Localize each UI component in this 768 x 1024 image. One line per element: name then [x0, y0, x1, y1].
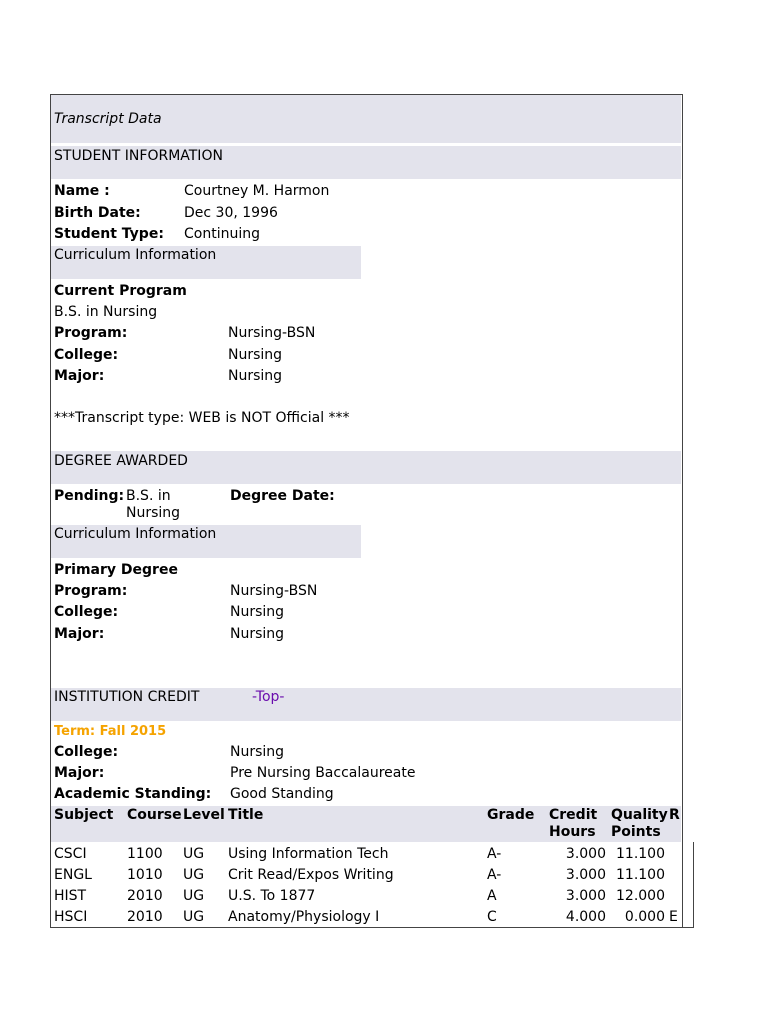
row-level: UG [183, 909, 205, 925]
col-quality-line1: Quality [611, 807, 668, 823]
col-level: Level [183, 807, 225, 823]
row-points: 0.000 [624, 909, 665, 925]
pending-label: Pending: [54, 488, 125, 504]
row-title: Anatomy/Physiology I [228, 909, 380, 925]
row-course: 1010 [127, 867, 163, 883]
table-bottom-border-ext [683, 927, 694, 928]
row-subject: HSCI [54, 909, 88, 925]
program-value: Nursing-BSN [228, 325, 316, 341]
page-title: Transcript Data [54, 111, 162, 127]
institution-credit-heading: INSTITUTION CREDIT [54, 689, 200, 705]
academic-standing-label: Academic Standing: [54, 786, 212, 802]
row-points: 11.100 [616, 846, 665, 862]
col-subject: Subject [54, 807, 114, 823]
program-label: Program: [54, 325, 128, 341]
term-college-label: College: [54, 744, 119, 760]
row-title: Using Information Tech [228, 846, 389, 862]
row-course: 2010 [127, 909, 163, 925]
col-credit-line2: Hours [549, 824, 596, 840]
row-hours: 3.000 [565, 888, 606, 904]
row-hours: 4.000 [565, 909, 606, 925]
row-level: UG [183, 867, 205, 883]
row-hours: 3.000 [565, 867, 606, 883]
row-title: U.S. To 1877 [228, 888, 316, 904]
col-credit-line1: Credit [549, 807, 598, 823]
col-title: Title [228, 807, 264, 823]
row-level: UG [183, 888, 205, 904]
degree-date-label: Degree Date: [230, 488, 335, 504]
transcript-type-notice: ***Transcript type: WEB is NOT Official *** [54, 410, 350, 426]
term-major-value: Pre Nursing Baccalaureate [230, 765, 416, 781]
top-link[interactable]: -Top- [252, 689, 285, 705]
degree-college-value: Nursing [230, 604, 285, 620]
row-subject: CSCI [54, 846, 87, 862]
student-type-value: Continuing [184, 226, 260, 242]
current-program-name: B.S. in Nursing [54, 304, 158, 320]
term-college-value: Nursing [230, 744, 285, 760]
col-r: R [669, 807, 680, 823]
row-subject: HIST [54, 888, 87, 904]
row-r: E [669, 909, 678, 925]
curriculum-heading: Curriculum Information [54, 247, 217, 263]
col-quality-line2: Points [611, 824, 661, 840]
major-label: Major: [54, 368, 105, 384]
row-hours: 3.000 [565, 846, 606, 862]
term-major-label: Major: [54, 765, 105, 781]
birth-date-label: Birth Date: [54, 205, 141, 221]
degree-program-value: Nursing-BSN [230, 583, 318, 599]
table-right-border [693, 842, 694, 928]
term-label: Term: Fall 2015 [54, 724, 167, 739]
col-grade: Grade [487, 807, 535, 823]
degree-program-label: Program: [54, 583, 128, 599]
primary-degree-heading: Primary Degree [54, 562, 178, 578]
major-value: Nursing [228, 368, 283, 384]
row-points: 12.000 [616, 888, 665, 904]
current-program-heading: Current Program [54, 283, 187, 299]
degree-heading: DEGREE AWARDED [54, 453, 188, 469]
academic-standing-value: Good Standing [230, 786, 334, 802]
pending-value-line2: Nursing [126, 505, 181, 521]
row-grade: C [487, 909, 497, 925]
row-level: UG [183, 846, 205, 862]
row-points: 11.100 [616, 867, 665, 883]
degree-curriculum-heading: Curriculum Information [54, 526, 217, 542]
row-grade: A [487, 888, 497, 904]
birth-date-value: Dec 30, 1996 [184, 205, 278, 221]
row-grade: A- [487, 867, 502, 883]
pending-value-line1: B.S. in [126, 488, 171, 504]
degree-major-value: Nursing [230, 626, 285, 642]
row-title: Crit Read/Expos Writing [228, 867, 394, 883]
college-label: College: [54, 347, 119, 363]
student-info-heading: STUDENT INFORMATION [54, 148, 223, 164]
name-label: Name : [54, 183, 110, 199]
degree-college-label: College: [54, 604, 119, 620]
student-type-label: Student Type: [54, 226, 164, 242]
col-course: Course [127, 807, 182, 823]
row-course: 2010 [127, 888, 163, 904]
degree-major-label: Major: [54, 626, 105, 642]
college-value: Nursing [228, 347, 283, 363]
name-value: Courtney M. Harmon [184, 183, 330, 199]
row-grade: A- [487, 846, 502, 862]
row-subject: ENGL [54, 867, 92, 883]
row-course: 1100 [127, 846, 163, 862]
